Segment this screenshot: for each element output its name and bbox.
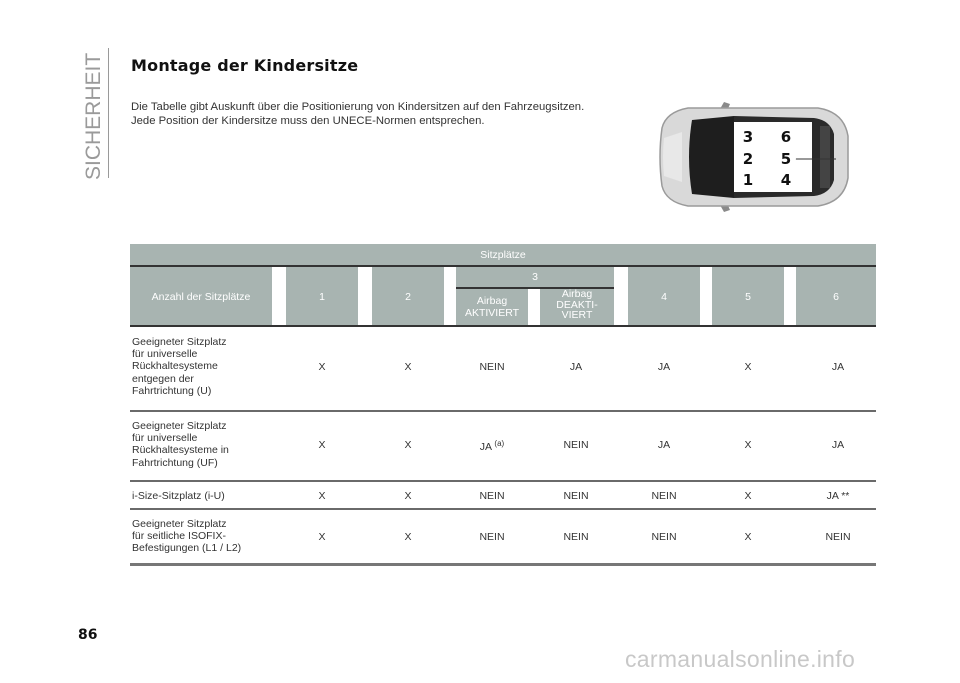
cell-seat-2: X (404, 361, 412, 373)
column-header-6 (796, 267, 876, 325)
table-bottom-border (130, 563, 876, 566)
cell-seat-6: JA ** (826, 490, 850, 502)
page-title: Montage der Kindersitze (131, 56, 359, 75)
cell-seat-1: X (318, 361, 326, 373)
column-header-5 (712, 267, 784, 325)
column-label: 6 (833, 291, 839, 303)
table-row (130, 334, 876, 412)
cell-seat-1: X (318, 490, 326, 502)
cell-seat-6: NEIN (825, 531, 851, 543)
cell-seat-3-active: NEIN (479, 531, 505, 543)
section-tab-label: SICHERHEIT (82, 52, 105, 180)
svg-text:1: 1 (742, 171, 754, 189)
cell-seat-3-deactivated: NEIN (563, 531, 589, 543)
car-seat-diagram (648, 98, 854, 216)
section-divider (108, 48, 109, 178)
column-label: 1 (319, 291, 325, 303)
page-number: 86 (78, 627, 98, 643)
row-label: i-Size-Sitzplatz (i-U) (132, 490, 225, 502)
column-label: 5 (745, 291, 751, 303)
cell-seat-4: NEIN (651, 531, 677, 543)
column-label: 2 (405, 291, 411, 303)
svg-text:4: 4 (780, 171, 792, 189)
column-header-2 (372, 267, 444, 325)
column-header-3-airbag-deactivated (540, 289, 614, 325)
svg-text:3: 3 (742, 128, 754, 146)
footnote-marker: (a) (494, 439, 505, 448)
column-label: 3 (532, 271, 538, 283)
intro-line: Jede Position der Kindersitze muss den UNECE-Normen entsprechen. (131, 115, 485, 127)
table-row (130, 489, 876, 509)
cell-seat-4: JA (657, 439, 671, 451)
section-tab (84, 48, 104, 180)
table-row (130, 418, 876, 478)
column-label: 4 (661, 291, 667, 303)
car-top-view-icon (648, 98, 854, 216)
row-header-cell (130, 267, 272, 325)
cell-seat-5: X (744, 531, 752, 543)
cell-seat-4: JA (657, 361, 671, 373)
header-bottom-border (130, 325, 876, 327)
row-label: Geeigneter Sitzplatz für universelle Rückhaltesysteme in Fahrtrichtung (UF) (132, 420, 229, 469)
intro-line: Die Tabelle gibt Auskunft über die Positionierung von Kindersitzen auf den Fahrzeugsitzen. (131, 101, 585, 113)
watermark: carmanualsonline.info (625, 646, 856, 672)
row-divider (130, 508, 876, 510)
cell-seat-2: X (404, 439, 412, 451)
cell-seat-3-deactivated: NEIN (563, 439, 589, 451)
cell-seat-2: X (404, 531, 412, 543)
row-divider (130, 480, 876, 482)
cell-seat-6: JA (831, 439, 845, 451)
column-label: Airbag AKTIVIERT (464, 295, 520, 319)
row-divider (130, 410, 876, 412)
table-group-header (130, 244, 876, 265)
table-row (130, 516, 876, 562)
cell-seat-3-deactivated: NEIN (563, 490, 589, 502)
cell-seat-2: X (404, 490, 412, 502)
cell-seat-6: JA (831, 361, 845, 373)
cell-seat-3-active: NEIN (479, 490, 505, 502)
group-header-label: Sitzplätze (480, 249, 526, 261)
row-label: Geeigneter Sitzplatz für seitliche ISOFIX- Befestigungen (L1 / L2) (132, 518, 242, 555)
row-header-label: Anzahl der Sitzplätze (151, 291, 251, 303)
cell-seat-3-active: NEIN (479, 361, 505, 373)
svg-text:2: 2 (742, 150, 754, 168)
intro-text (131, 100, 631, 128)
cell-seat-1: X (318, 531, 326, 543)
cell-seat-4: NEIN (651, 490, 677, 502)
column-header-3 (456, 267, 614, 287)
cell-seat-3-deactivated: JA (569, 361, 583, 373)
column-header-3-airbag-active (456, 289, 528, 325)
column-label: Airbag DEAKTI- VIERT (556, 288, 598, 321)
cell-seat-5: X (744, 490, 752, 502)
column-header-1 (286, 267, 358, 325)
cell-seat-5: X (744, 439, 752, 451)
svg-text:5: 5 (780, 150, 792, 168)
cell-seat-1: X (318, 439, 326, 451)
svg-text:6: 6 (780, 128, 792, 146)
row-label: Geeigneter Sitzplatz für universelle Rückhaltesysteme entgegen der Fahrtrichtung (U) (132, 336, 227, 397)
cell-seat-5: X (744, 361, 752, 373)
cell-seat-3-active: JA $^{(a)}$ (479, 439, 505, 453)
column-header-4 (628, 267, 700, 325)
